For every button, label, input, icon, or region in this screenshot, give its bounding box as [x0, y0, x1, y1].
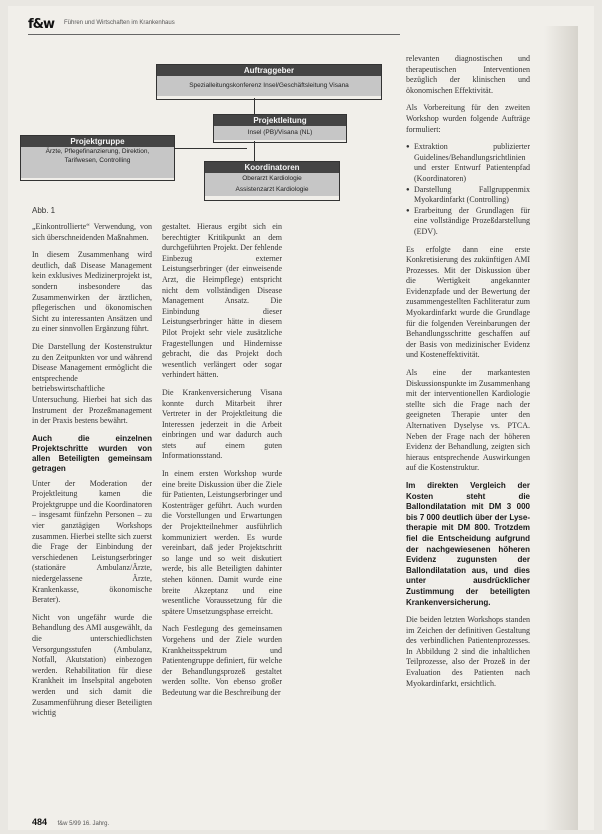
box-subtitle: Spezialleitungskonferenz Insel/Geschäftsleitung Visana — [157, 76, 381, 96]
box-projektleitung — [213, 114, 347, 143]
list-item: ● Darstellung Fallgruppenmix Myokardinfarkt (Controlling) — [406, 185, 530, 206]
page-footer — [32, 812, 109, 830]
box-koordinatoren — [204, 161, 340, 201]
box-title: Projektleitung — [214, 115, 346, 126]
box-title: Koordinatoren — [205, 162, 339, 173]
page-binding-shadow — [544, 26, 578, 830]
paragraph: gestaltet. Hieraus ergibt sich ein berechtigter Kritikpunkt an dem durchgeführten Projekt. Der fehlende Einbezug externer Leistungserbringer (der einweisende Arzt, die Heimpflege) entspricht nicht dem vollständigen Disease Management Ansatz. Die Einbindung dieser Leistungserbringer hätte in diesem Pilot Projekt sehr viele zusätzliche Fragestellungen und Hindernisse gebracht, die das Projekt doch wesentlich verlängert oder sogar verhindert hätten. — [162, 222, 282, 380]
paragraph: Die Darstellung der Kostenstruktur zu den Zeitpunkten vor und während Disease Management ermöglicht die entsprechende betriebswirtschaftliche Untersuchung. Hierbei hat sich das Instrument der Prozeßmanagement in der Praxis bestens bewährt. — [32, 341, 152, 426]
list-item: ● Erarbeitung der Grundlagen für eine vollständige Prozeßdarstellung (EDV). — [406, 206, 530, 238]
box-projektgruppe — [20, 135, 175, 181]
box-title: Auftraggeber — [157, 65, 381, 76]
connector-line — [254, 98, 255, 114]
section-heading: Auch die einzelnen Projektschritte wurden von allen Beteiligten gemeinsam getragen — [32, 433, 152, 473]
list-item: ● Extraktion publizierter Guidelines/Behandlungsrichtlinien und erster Entwurf Patientenpfad (Koordinatoren) — [406, 142, 530, 184]
paragraph: relevanten diagnostischen und therapeutischen Interventionen bezüglich der klinischen und ökonomischen Effektivität. — [406, 54, 530, 95]
box-title: Projektgruppe — [21, 136, 174, 147]
box-auftraggeber — [156, 64, 382, 100]
paragraph: In einem ersten Workshop wurde eine breite Diskussion über die Ziele für Patienten, Leistungserbringer und Kostenträger geführt. Auch wurden die Vorstellungen und Erwartungen der Projektteilnehmer ausführlich kommuniziert werden. Es wurde vereinbart, daß jeder Projektschritt so lange und so weit diskutiert werde, bis alle Beteiligten dahinter stehen können. Damit wurde eine breite Akzeptanz und eine wesentliche Voraussetzung für die spätere Umsetzungsphase erreicht. — [162, 469, 282, 616]
box-subtitle-2: Assistenzarzt Kardiologie — [205, 185, 339, 197]
paragraph: In diesem Zusammenhang wird deutlich, daß Disease Management kein exklusives Medizinerprojekt ist, sondern insbesondere das Zusammenwirken der ärztlichen, pflegerischen und ökonomischen Sicht zu interessanten Ansätzen und zu einer sinnvollen Ergänzung führt. — [32, 250, 152, 334]
paragraph: „Einkontrollierte“ Verwendung, von sich überschneidenden Maßnahmen. — [32, 222, 152, 242]
box-subtitle-1: Oberarzt Kardiologie — [205, 173, 339, 185]
paragraph: Als eine der markantesten Diskussionspunkte im Zusammenhang mit der interventionellen Kardiologie stellte sich die Frage nach der geeigneten Therapie unter den Alternativen Dyselyse vs. PTCA. Neben der Frage nach der höheren Evidenz der Behandlung, zeigten sich hieraus entsprechende Auswirkungen auf die Kostenstruktur. — [406, 368, 530, 473]
paragraph: Es erfolgte dann eine erste Konkretisierung des zukünftigen AMI Prozesses. Mit der Diskussion über die Wertigkeit angekannter Evidenzpfade und der Bewertung der zusammengestellten Fachliteratur zum Myokardinfarkt wurde die Grundlage für die folgenden Vereinbarungen der Behandlungsschritte geschaffen auf der Basis von medizinischer Evidenz und Kosteneffektivität. — [406, 244, 530, 360]
box-subtitle: Ärzte, Pflegefinanzierung, Direktion, Tarifwesen, Controlling — [21, 147, 174, 178]
journal-issue: f&w 5/99 16. Jahrg. — [57, 821, 110, 827]
paragraph: Nicht von ungefähr wurde die Behandlung des AMI ausgewählt, da die unterschiedlichsten Versorgungsstufen (Ambulanz, Notfall, Akutstation) einbezogen werden. Rehabilitation für diese Krankheit im Inselspital angeboten werden und sich damit die Zusammenführung dieser Beteiligten wichtig — [32, 612, 152, 718]
paragraph: Die beiden letzten Workshops standen im Zeichen der definitiven Gestaltung des verbindlichen Patientenprozesses. In Abbildung 2 sind die inhaltlichen Teilprozesse, also der Prozeß in der Evaluation des Patienten nach Myokardinfarkt, ersichtlich. — [406, 615, 530, 688]
running-title: Führen und Wirtschaften im Krankenhaus — [64, 20, 175, 26]
task-list — [406, 142, 530, 237]
connector-line — [254, 141, 255, 161]
journal-logo: f&w — [28, 17, 55, 32]
text-column-1 — [32, 222, 152, 726]
connector-line — [173, 148, 247, 149]
paragraph: Unter der Moderation der Projektleitung kamen die Projektgruppe und die Koordinatoren – insgesamt fünfzehn Personen – zu vier ganztägigen Workshops zusammen. Hierbei stellte sich zuerst die Frage der Einbindung der verschiedenen Leistungserbringer (stationäre Ambulanz/Ärzte, niedergelassene Ärzte, Krankenkasse, ökonomische Berater). — [32, 478, 152, 605]
text-column-2 — [162, 222, 282, 706]
figure-caption: Abb. 1 — [32, 206, 56, 215]
paragraph: Die Krankenversicherung Visana konnte durch Mitarbeit ihrer Vertreter in der Projektleitung die Interessen jederzeit in die Arbeit einbringen und war dadurch auch stets auf einem guten Informationsstand. — [162, 387, 282, 461]
paragraph: Als Vorbereitung für den zweiten Workshop wurden folgende Aufträge formuliert: — [406, 103, 530, 134]
paragraph: Nach Festlegung des gemeinsamen Vorgehens und der Ziele wurden Krankheitsspektrum und Patientengruppe definiert, für welche der Behandlungsprozeß gestaltet werden sollte. Von ebenso großer Bedeutung war die Beschreibung der — [162, 624, 282, 697]
box-subtitle: Insel (PB)/Visana (NL) — [214, 126, 346, 140]
text-column-3 — [406, 54, 530, 696]
running-header — [28, 18, 400, 32]
highlighted-paragraph: Im direkten Vergleich der Kosten steht die Ballondilatation mit DM 3 000 bis 7 000 deutlich über der Lyse-therapie mit DM 800. Trotzdem fiel die Entscheidung aufgrund der nachgewiesenen höheren Evidenz zugunsten der Ballondilatation aus, und dies unter ausdrücklicher Zustimmung der beteiligten Krankenversicherung. — [406, 480, 530, 607]
page-number: 484 — [32, 817, 48, 827]
header-rule — [28, 34, 400, 35]
page — [8, 6, 594, 830]
